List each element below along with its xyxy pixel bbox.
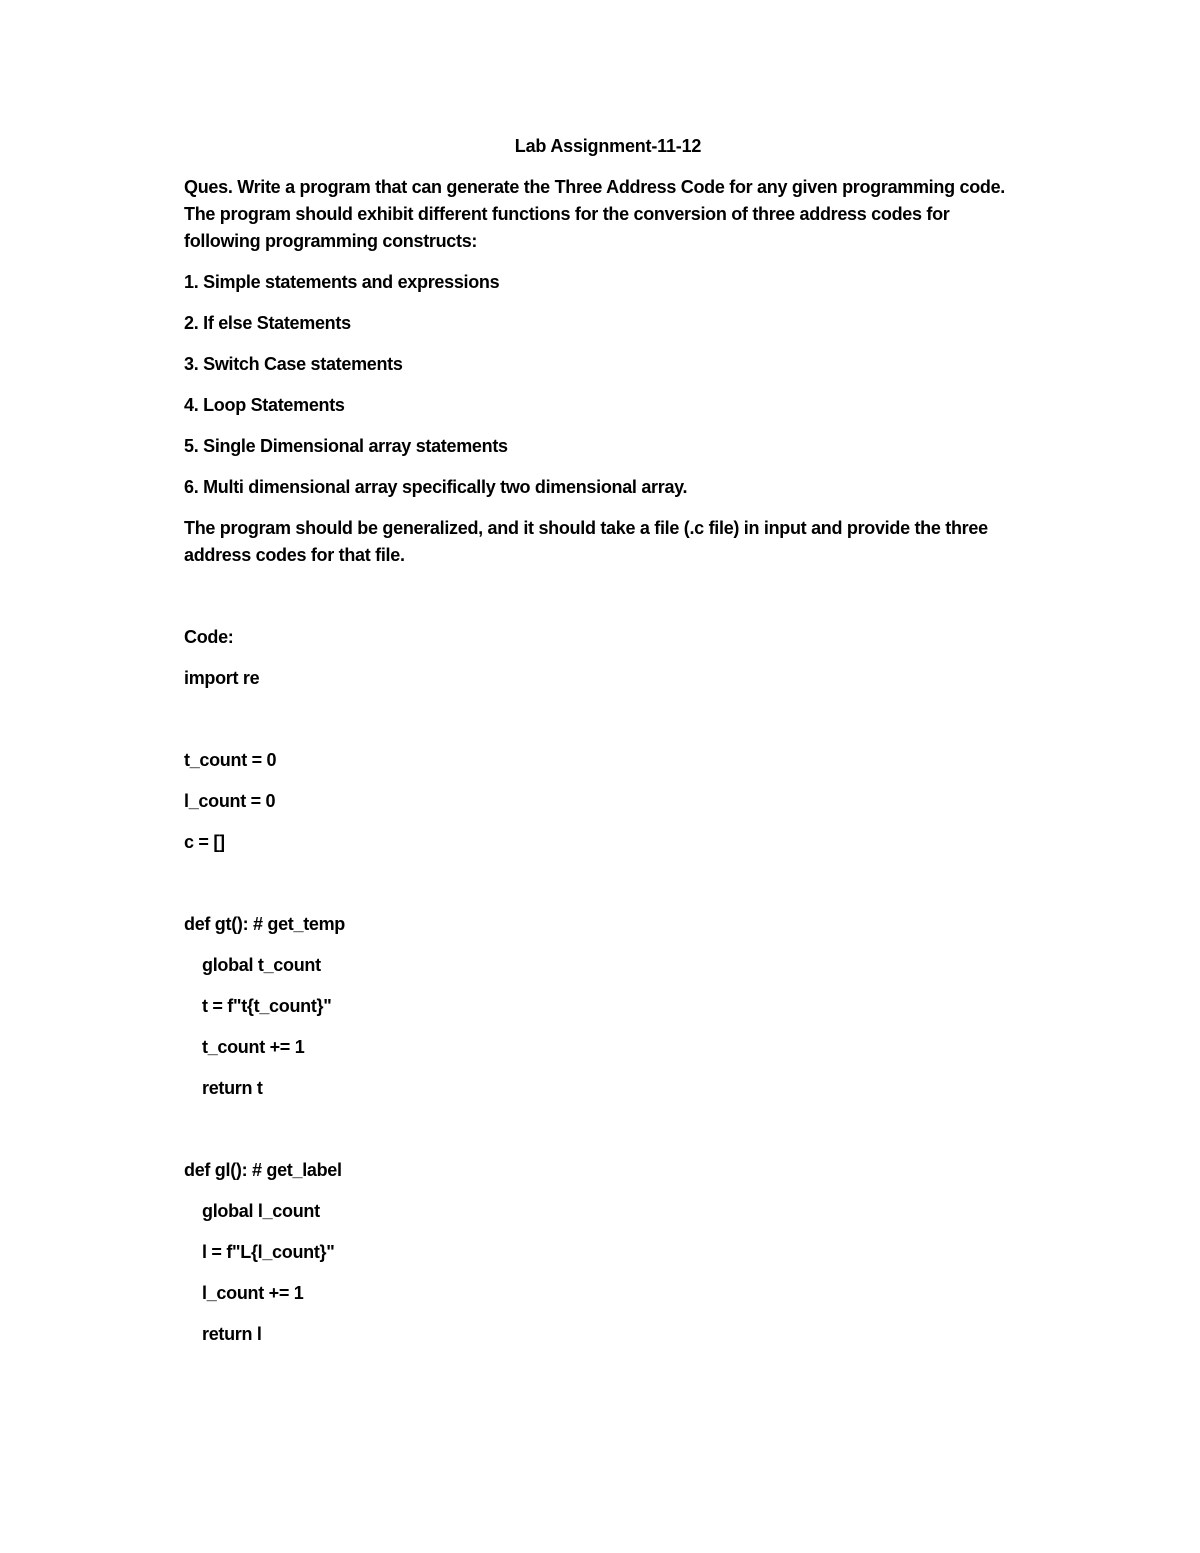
code-line: return t: [202, 1078, 263, 1098]
blank-line: [184, 706, 1014, 747]
document-body: [184, 174, 1014, 1362]
page-title: Lab Assignment-11-12: [514, 136, 702, 156]
list-item: 3. Switch Case statements: [184, 354, 403, 374]
list-item: 6. Multi dimensional array specifically two dimensional array.: [184, 477, 688, 497]
code-line: def gl(): # get_label: [184, 1160, 342, 1180]
list-item: 5. Single Dimensional array statements: [184, 436, 508, 456]
blank-line: [184, 583, 1014, 624]
blank-line: [184, 870, 1014, 911]
code-line: t_count += 1: [202, 1037, 305, 1057]
generalization-paragraph: The program should be generalized, and it should take a file (.c file) in input and provide the three address codes for that file.: [184, 518, 988, 565]
code-line: l = f"L{l_count}": [202, 1242, 335, 1262]
list-item: 4. Loop Statements: [184, 395, 345, 415]
code-line: global l_count: [202, 1201, 320, 1221]
code-line: c = []: [184, 832, 225, 852]
list-item: 2. If else Statements: [184, 313, 351, 333]
question-paragraph: Ques. Write a program that can generate the Three Address Code for any given programming code. The program should exhibit different functions for the conversion of three address codes for following programming constructs:: [184, 177, 1005, 251]
code-line: l_count += 1: [202, 1283, 304, 1303]
code-line: def gt(): # get_temp: [184, 914, 346, 934]
code-line: return l: [202, 1324, 262, 1344]
list-item: 1. Simple statements and expressions: [184, 272, 500, 292]
code-line: import re: [184, 668, 260, 688]
code-line: t_count = 0: [184, 750, 277, 770]
blank-line: [184, 1116, 1014, 1157]
code-line: t = f"t{t_count}": [202, 996, 332, 1016]
code-line: global t_count: [202, 955, 321, 975]
code-line: l_count = 0: [184, 791, 276, 811]
code-heading: Code:: [184, 627, 234, 647]
